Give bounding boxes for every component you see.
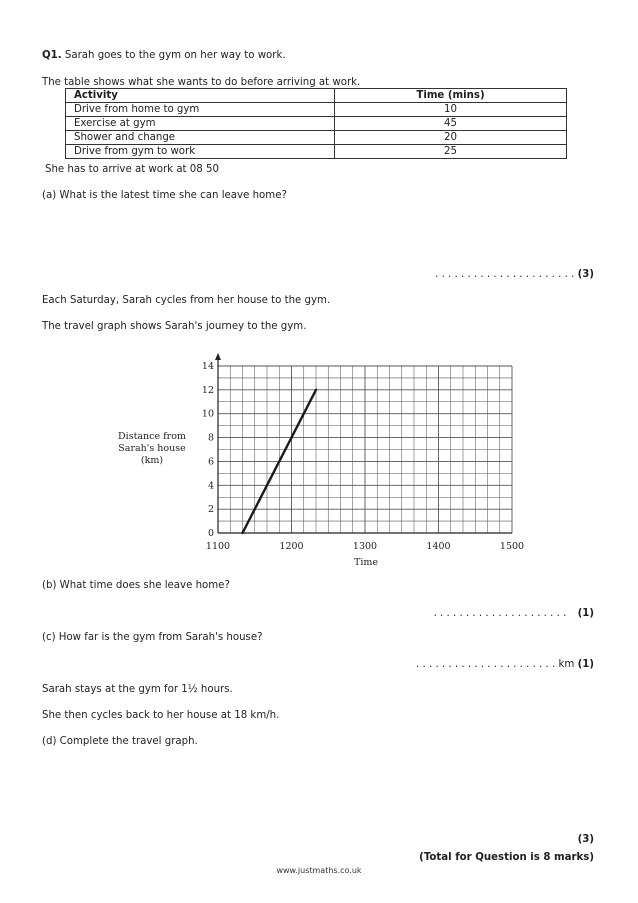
y-tick-label: 14: [201, 361, 214, 372]
x-tick-label: 1200: [279, 541, 304, 552]
time-cell: 45: [335, 117, 567, 131]
header-activity: Activity: [66, 89, 335, 103]
time-cell: 20: [335, 131, 567, 145]
header-time: Time (mins): [335, 89, 567, 103]
cycles-back-statement: She then cycles back to her house at 18 km/h.: [42, 710, 280, 721]
stays-statement: Sarah stays at the gym for 1½ hours.: [42, 684, 233, 695]
y-tick-label: 2: [207, 504, 214, 516]
part-b-question: (b) What time does she leave home?: [42, 580, 230, 591]
graph-intro: The travel graph shows Sarah's journey to the gym.: [42, 321, 307, 332]
answer-a-dots: . . . . . . . . . . . . . . . . . . . . . .: [435, 269, 575, 280]
y-axis-arrow: [215, 353, 221, 360]
y-tick-label: 8: [207, 432, 214, 444]
saturday-statement: Each Saturday, Sarah cycles from her house to the gym.: [42, 295, 331, 306]
question-number: Q1.: [42, 50, 62, 61]
answer-b-dots: . . . . . . . . . . . . . . . . . . . . .: [433, 608, 567, 619]
part-d-question: (d) Complete the travel graph.: [42, 736, 198, 747]
activity-cell: Exercise at gym: [66, 117, 335, 131]
x-axis-label: Time: [353, 557, 379, 568]
x-tick-label: 1400: [426, 541, 451, 552]
y-tick-label: 10: [201, 408, 214, 420]
answer-c-line: [416, 659, 594, 670]
activity-cell: Shower and change: [66, 131, 335, 145]
part-a-question: (a) What is the latest time she can leave home?: [42, 190, 287, 201]
answer-b-line: [434, 608, 594, 619]
activity-cell: Drive from gym to work: [66, 145, 335, 159]
x-tick-label: 1500: [499, 541, 525, 552]
y-axis-label-line1: Distance from: [118, 431, 186, 442]
marks-b: (1): [577, 608, 594, 619]
time-cell: 10: [335, 103, 567, 117]
y-tick-label: 12: [201, 384, 214, 396]
x-tick-label: 1300: [352, 541, 378, 552]
y-tick-label: 6: [207, 456, 214, 468]
marks-d: (3): [577, 834, 594, 845]
footer-url: www.justmaths.co.uk: [276, 866, 362, 875]
answer-c-dots: . . . . . . . . . . . . . . . . . . . . . .: [416, 659, 556, 670]
y-tick-label: 4: [207, 480, 214, 492]
activity-cell: Drive from home to gym: [66, 103, 335, 117]
y-axis-label-line2: Sarah's house (km): [118, 443, 186, 466]
x-tick-label: 1100: [205, 541, 231, 552]
y-tick-label: 0: [207, 528, 214, 539]
question-intro-text: Sarah goes to the gym on her way to work.: [64, 50, 286, 61]
table-intro: The table shows what she wants to do before arriving at work.: [42, 77, 361, 88]
answer-c-unit: km: [558, 659, 575, 670]
time-cell: 25: [335, 145, 567, 159]
arrival-statement: She has to arrive at work at 08 50: [45, 164, 219, 175]
marks-c: (1): [577, 659, 594, 670]
total-marks: (Total for Question is 8 marks): [419, 852, 594, 863]
marks-a: (3): [577, 269, 594, 280]
part-c-question: (c) How far is the gym from Sarah's house?: [42, 632, 263, 643]
